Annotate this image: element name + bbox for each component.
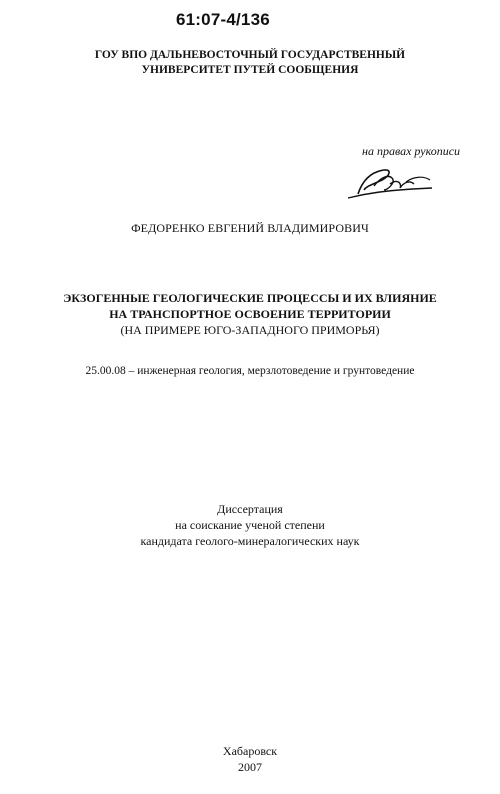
title-line-1: ЭКЗОГЕННЫЕ ГЕОЛОГИЧЕСКИЕ ПРОЦЕССЫ И ИХ ВЛИЯНИЕ bbox=[63, 291, 437, 305]
place-and-year bbox=[0, 743, 500, 775]
organization-line-1: ГОУ ВПО ДАЛЬНЕВОСТОЧНЫЙ ГОСУДАРСТВЕННЫЙ bbox=[94, 49, 406, 61]
city: Хабаровск bbox=[222, 744, 278, 758]
title-line-2: НА ТРАНСПОРТНОЕ ОСВОЕНИЕ ТЕРРИТОРИИ bbox=[109, 307, 391, 321]
degree-line-1: Диссертация bbox=[217, 502, 283, 516]
organization-line-2: УНИВЕРСИТЕТ ПУТЕЙ СООБЩЕНИЯ bbox=[141, 64, 359, 76]
handwritten-signature bbox=[344, 160, 436, 202]
degree-line-3: кандидата геолого-минералогических наук bbox=[140, 534, 360, 548]
author-name: ФЕДОРЕНКО ЕВГЕНИЙ ВЛАДИМИРОВИЧ bbox=[131, 221, 369, 235]
dissertation-title bbox=[0, 290, 500, 338]
degree-line-2: на соискание ученой степени bbox=[175, 518, 325, 532]
year: 2007 bbox=[238, 760, 262, 774]
archive-stamp: 61:07-4/136 bbox=[176, 10, 270, 29]
specialty-code: 25.00.08 – инженерная геология, мерзлотоведение и грунтоведение bbox=[85, 365, 415, 377]
manuscript-rights-note: на правах рукописи bbox=[362, 144, 461, 158]
degree-statement bbox=[0, 501, 500, 549]
organization-name bbox=[0, 48, 500, 78]
title-subtitle: (НА ПРИМЕРЕ ЮГО-ЗАПАДНОГО ПРИМОРЬЯ) bbox=[120, 323, 380, 337]
